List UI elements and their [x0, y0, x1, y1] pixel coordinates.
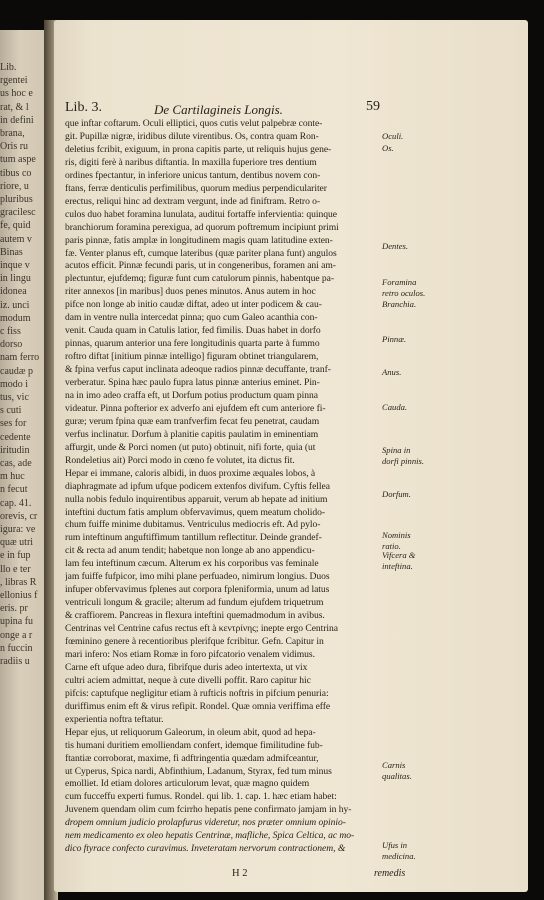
text-line: riter annexos [in maribus] duos penes minutos. Anus autem in hoc: [65, 286, 316, 298]
previous-page-line: tibus co: [0, 167, 32, 179]
previous-page-line: rgentei: [0, 75, 28, 87]
previous-page-line: modum: [0, 312, 31, 324]
text-line: fæ. Venter planus eft, cumque lateribus (quæ pariter plana funt) angulos: [65, 247, 337, 259]
previous-page-line: iritudin: [0, 444, 30, 456]
previous-page-line: onge a r: [0, 629, 33, 641]
text-line: Juvenem quendam olim cum fcirrho hepatis pene confirmato jamjam in hy-: [65, 804, 352, 816]
text-line: videatur. Pinna pofterior ex adverfo ani ejufdem eft cum anteriore fi-: [65, 402, 326, 414]
text-line: pifcis: captufque negligitur etiam à rufticis noftris in pifcium penuria:: [65, 687, 329, 699]
text-line: guræ; verum fpina quæ eam tranfverfim fecat feu penetrat, caudam: [65, 415, 320, 427]
previous-page-line: in lingu: [0, 273, 31, 285]
margin-note: Dorfum.: [382, 489, 411, 500]
previous-page-line: caudæ p: [0, 365, 34, 377]
page-number: 59: [366, 99, 380, 114]
margin-note: dorfi pinnis.: [382, 456, 425, 467]
previous-page-line: riore, u: [0, 180, 29, 192]
text-line: ftantiæ corroborat, maxime, fi adftringentia quædam admifceantur,: [65, 752, 319, 764]
previous-page-line: gracilesc: [0, 207, 36, 219]
text-line: verfus inclinatur. Dorfum à planitie capitis paulatim in eminentiam: [65, 428, 319, 440]
text-line: Carne eft ufque adeo dura, fibrifque duris adeo intertexta, ut vix: [65, 661, 308, 673]
margin-note: Spina in: [382, 445, 411, 456]
text-line: pifce non longe ab initio caudæ diftat, adeo ut inter podicem & cau-: [65, 299, 322, 311]
text-line: nem medicamento ex oleo hepatis Centrinæ, mafliche, Spica Celtica, ac mo-: [65, 830, 355, 842]
previous-page-line: eris. pr: [0, 603, 28, 615]
previous-page-line: igura: ve: [0, 524, 36, 535]
margin-note: ratio.: [382, 540, 401, 551]
previous-page-line: us hoc e: [0, 88, 33, 100]
previous-page-line: inque v: [0, 260, 30, 271]
text-line: lam feu inteftinum cæcum. Alterum ex his corporibus vas feminale: [65, 558, 319, 570]
previous-page-line: Lib.: [0, 62, 17, 73]
text-line: emolliet. Id etiam dolores articulorum levat, quæ magno quidem: [65, 778, 310, 790]
previous-page-line: tum aspe: [0, 154, 36, 166]
previous-page-line: s cuti: [0, 405, 22, 417]
previous-page-line: brana,: [0, 128, 25, 139]
previous-page-line: fe, quid: [0, 220, 31, 232]
text-line: acutos efficit. Pinnæ fecundi paris, ut in congeneribus, foramen ani am-: [65, 260, 336, 272]
text-line: & fpina verfus caput inclinata adeoque radios pinnæ decuffante, tranf-: [65, 364, 331, 376]
text-line: & craffiorem. Pancreas in flexura inteftini quemadmodum in avibus.: [65, 610, 325, 622]
previous-page-line: pluribus: [0, 194, 33, 205]
catchword: remedis: [374, 868, 406, 879]
text-line: rum inteftinum anguftiffimum tantillum reflectitur. Deinde grandef-: [65, 532, 322, 544]
text-line: verberatur. Spina hæc paulo fupra latus pinnæ anterius eminet. Pin-: [65, 377, 320, 388]
previous-page-line: n fuccin: [0, 642, 33, 654]
margin-note: Os.: [382, 142, 394, 153]
previous-page-line: , libras R: [0, 576, 37, 588]
text-line: experientia noftra teftatur.: [65, 713, 164, 725]
text-line: duriffimus enim eft & virus refipit. Rondel. Quæ omnia veriffima effe: [65, 700, 331, 712]
previous-page-line: autem v: [0, 233, 32, 245]
text-line: plectuntur, ejufdemq; figuræ funt cum catulorum pinnis, habentque pa-: [65, 273, 334, 285]
previous-page-fragment: [0, 30, 50, 900]
text-line: na in imo adeo craffa eft, ut Dorfum potius productum quam pinna: [65, 389, 318, 401]
margin-note: inteftina.: [382, 560, 413, 571]
text-line: ventriculi longum & gracile; alterum ad fundum ejufdem triquetrum: [65, 597, 324, 609]
margin-note: Branchia.: [382, 298, 417, 309]
previous-page-line: Oris ru: [0, 141, 29, 153]
text-line: inteftini ductum fatis amplum obfervavimus, quem meatum cholido-: [65, 506, 326, 518]
text-line: ordines fpectantur, in inferiore unicus tantum, dentibus novem con-: [65, 169, 321, 181]
text-line: cultri aciem admittat, neque à cute divelli poffit. Raro capitur hic: [65, 674, 311, 686]
text-line: affurgit, unde & Porci nomen (ut puto) obtinuit, nifi forte, quia (ut: [65, 441, 316, 453]
previous-page-line: cedente: [0, 431, 31, 443]
previous-page-line: ellonius f: [0, 590, 38, 601]
margin-note: Cauda.: [382, 402, 408, 413]
book-page: [54, 20, 528, 892]
signature-mark: H 2: [232, 868, 248, 879]
text-line: erectus, reliqui hinc ad dextram vergunt, inde ad finiftram. Retro o-: [65, 195, 321, 207]
previous-page-line: quæ utri: [0, 537, 34, 549]
text-line: venit. Cauda quam in Catulis latior, fed fimilis. Duas habet in dorfo: [65, 325, 321, 337]
previous-page-line: e in fup: [0, 550, 31, 562]
previous-page-line: Binas: [0, 246, 23, 258]
text-line: ris, digiti ferè à naribus diftantia. In maxilla fuperiore tres dentium: [65, 156, 317, 168]
text-line: Centrinas vel Centrine cafus rectus eft à κεντρίνης; inepte ergo Centrina: [65, 623, 338, 635]
text-line: roftro diftat [initium pinnæ intelligo] figuram obtinet triangularem,: [65, 351, 319, 363]
margin-note: Vifcera &: [382, 549, 416, 560]
previous-page-line: cas, ade: [0, 458, 32, 469]
running-head-book: Lib. 3.: [65, 100, 102, 115]
margin-note: medicina.: [382, 851, 416, 861]
text-line: pinnas, quarum anterior una fere longitudinis quarta parte à fummo: [65, 338, 320, 350]
margin-note: Nominis: [382, 529, 411, 540]
margin-note: qualitas.: [382, 770, 412, 781]
text-line: diaphragmate ad ipfum ufque podicem extenfos divifum. Cyftis fellea: [65, 480, 330, 492]
text-line: tis humani duritiem emolliendam confert, idemque fimilitudine fub-: [65, 739, 323, 751]
text-line: mari infero: Nos etiam Romæ in foro pifcatorio venalem vidimus.: [65, 648, 315, 660]
margin-note: Pinnæ.: [382, 334, 407, 344]
text-line: ftans, ferræ denticulis perfimilibus, quorum medius perpendiculariter: [65, 182, 327, 194]
margin-note: Foramina: [382, 276, 417, 287]
previous-page-line: rat, & l: [0, 101, 29, 113]
margin-note: Dentes.: [382, 240, 409, 251]
previous-page-line: in defini: [0, 114, 34, 126]
previous-page-line: upina fu: [0, 616, 34, 628]
text-line: chum fuiffe minime dubitamus. Ventriculus mediocris eft. Ad pylo-: [65, 519, 321, 531]
text-line: ut Cyperus, Spica nardi, Abfinthium, Ladanum, Styrax, fed tum minus: [65, 765, 332, 777]
text-line: dico ftyrace confecto curavimus. Inveteratam nervorum contractionem, &: [65, 843, 346, 855]
text-line: cit & recta ad anum tendit; habetque non longe ab ano appendicu-: [65, 545, 315, 557]
text-line: que inftar coftarum. Oculi elliptici, quos cutis velut palpebræ conte-: [65, 118, 323, 129]
previous-page-line: c fiss: [0, 326, 21, 337]
previous-page-line: ses for: [0, 418, 27, 430]
previous-page-line: dorso: [0, 339, 23, 351]
previous-page-line: nam ferro: [0, 352, 40, 364]
previous-page-line: orevis, cr: [0, 510, 38, 522]
text-line: branchiorum foramina perexigua, ad quorum poftremum incipiunt primi: [65, 221, 339, 233]
previous-page-line: tus, vic: [0, 392, 29, 403]
text-line: dam in ventre nulla intercedat pinna; quo cum Galeo acanthia con-: [65, 312, 318, 324]
text-line: nulla nobis fedulo inquirentibus apparuit, verum ab hepate ad initium: [65, 493, 328, 505]
text-line: paris pinnæ, fatis amplæ in longitudinem magis quam latitudine exten-: [65, 234, 333, 246]
previous-page-line: idonea: [0, 286, 27, 298]
previous-page-line: iz. unci: [0, 299, 30, 311]
running-head-title: De Cartilagineis Longis.: [154, 102, 283, 117]
text-line: Hepar ejus, ut reliquorum Galeorum, in oleum abit, quod ad hepa-: [65, 726, 316, 738]
text-line: fœminino genere à recentioribus plerifque fcribitur. Gefn. Capitur in: [65, 636, 324, 647]
previous-page-line: m huc: [0, 471, 25, 483]
previous-page-line: modo i: [0, 378, 29, 390]
margin-note: Anus.: [382, 367, 402, 377]
text-line: git. Pupillæ nigræ, iridibus dilute virentibus. Os, contra quam Ron-: [65, 130, 319, 142]
previous-page-line: llo e ter: [0, 563, 31, 575]
previous-page-line: cap. 41.: [0, 497, 32, 509]
margin-note: retro oculos.: [382, 287, 426, 298]
previous-page-line: n fecut: [0, 484, 28, 496]
text-line: Rondeletius ait) Porci modo in cœno fe volutet, ita dictus fit.: [65, 454, 295, 466]
text-line: infuper obfervavimus fplenes aut corpora fpleniformia, unum ad latus: [65, 584, 330, 596]
text-line: deletius fcribit, exiguum, in prona capitis parte, ut reliquis hujus gene-: [65, 143, 332, 155]
text-line: culos duo habet foramina lunulata, auditui fortaffe infervientia: quinque: [65, 208, 337, 220]
text-line: jam fuiffe fufpicor, imo mihi plane perfuadeo, nimirum longius. Duos: [65, 571, 330, 583]
text-line: cum fucceffu experti fumus. Rondel. qui lib. 1. cap. 1. hæc etiam habet:: [65, 791, 337, 803]
previous-page-line: radiis u: [0, 656, 30, 667]
margin-note: Ufus in: [382, 840, 408, 850]
margin-note: Carnis: [382, 759, 406, 770]
text-line: Hepar ei immane, caloris albidi, in duos proxime æquales lobos, à: [65, 467, 316, 479]
text-line: dropem omnium judicio prolapfurus videretur, nos præter omnium opinio-: [65, 817, 346, 829]
margin-note: Oculi.: [382, 130, 404, 141]
